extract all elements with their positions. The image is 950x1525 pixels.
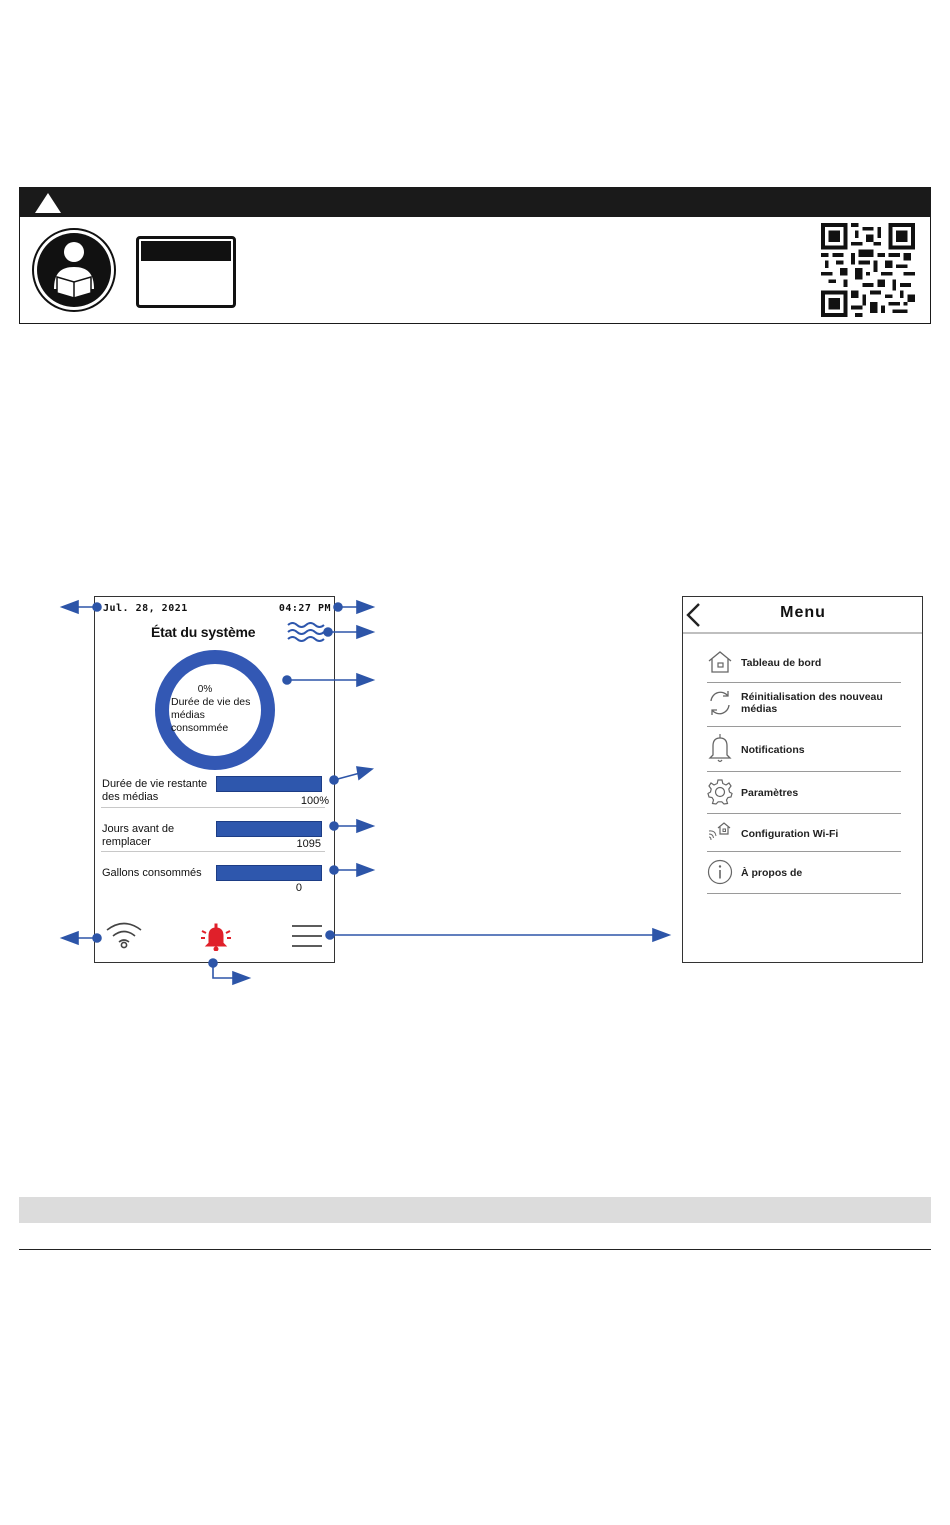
menu-item-label: Notifications	[741, 744, 805, 756]
callout-arrowhead	[357, 626, 373, 638]
callout-arrowhead	[653, 929, 669, 941]
callout-arrowhead	[357, 674, 373, 686]
remaining-life-value: 100%	[300, 795, 329, 807]
menu-item-label: Réinitialisation des nouveau médias	[741, 691, 883, 715]
days-to-replace-label: Jours avant de remplacer	[102, 823, 175, 848]
date-display: Jul. 28, 2021	[103, 603, 188, 614]
menu-title: Menu	[780, 604, 826, 621]
callout-dot	[330, 776, 338, 784]
gallons-consumed-value: 0	[295, 882, 302, 894]
ring-label: Durée de vie des médias consommée	[171, 696, 251, 734]
callout-arrowhead	[62, 932, 78, 944]
menu-item-label: Configuration Wi-Fi	[741, 828, 839, 840]
menu-item-label: Tableau de bord	[741, 657, 822, 669]
callout-arrowhead	[62, 601, 78, 613]
time-display: 04:27 PM	[278, 603, 331, 614]
callout-arrowhead	[357, 601, 373, 613]
callout-dot	[209, 959, 217, 967]
callout-dot	[334, 603, 342, 611]
days-to-replace-value: 1095	[296, 838, 321, 850]
footer-rule	[19, 1249, 931, 1250]
menu-item-label: À propos de	[741, 867, 803, 879]
callout-arrowhead	[357, 864, 373, 876]
callout-dot	[93, 934, 101, 942]
remaining-life-label: Durée de vie restante des médias	[102, 778, 208, 803]
callout-arrowhead	[357, 820, 373, 832]
callout-dot	[283, 676, 291, 684]
system-status-title: État du système	[151, 624, 256, 640]
footer-band	[19, 1197, 931, 1223]
ring-percent: 0%	[197, 684, 213, 695]
callout-dot	[324, 628, 332, 636]
gallons-consumed-label: Gallons consommés	[102, 867, 202, 879]
callout-dot	[93, 603, 101, 611]
callout-arrowhead	[233, 972, 249, 984]
menu-item-label: Paramètres	[741, 787, 799, 799]
callout-arrowhead	[357, 767, 372, 779]
callout-dot	[330, 822, 338, 830]
callout-dot	[326, 931, 334, 939]
callout-dot	[330, 866, 338, 874]
